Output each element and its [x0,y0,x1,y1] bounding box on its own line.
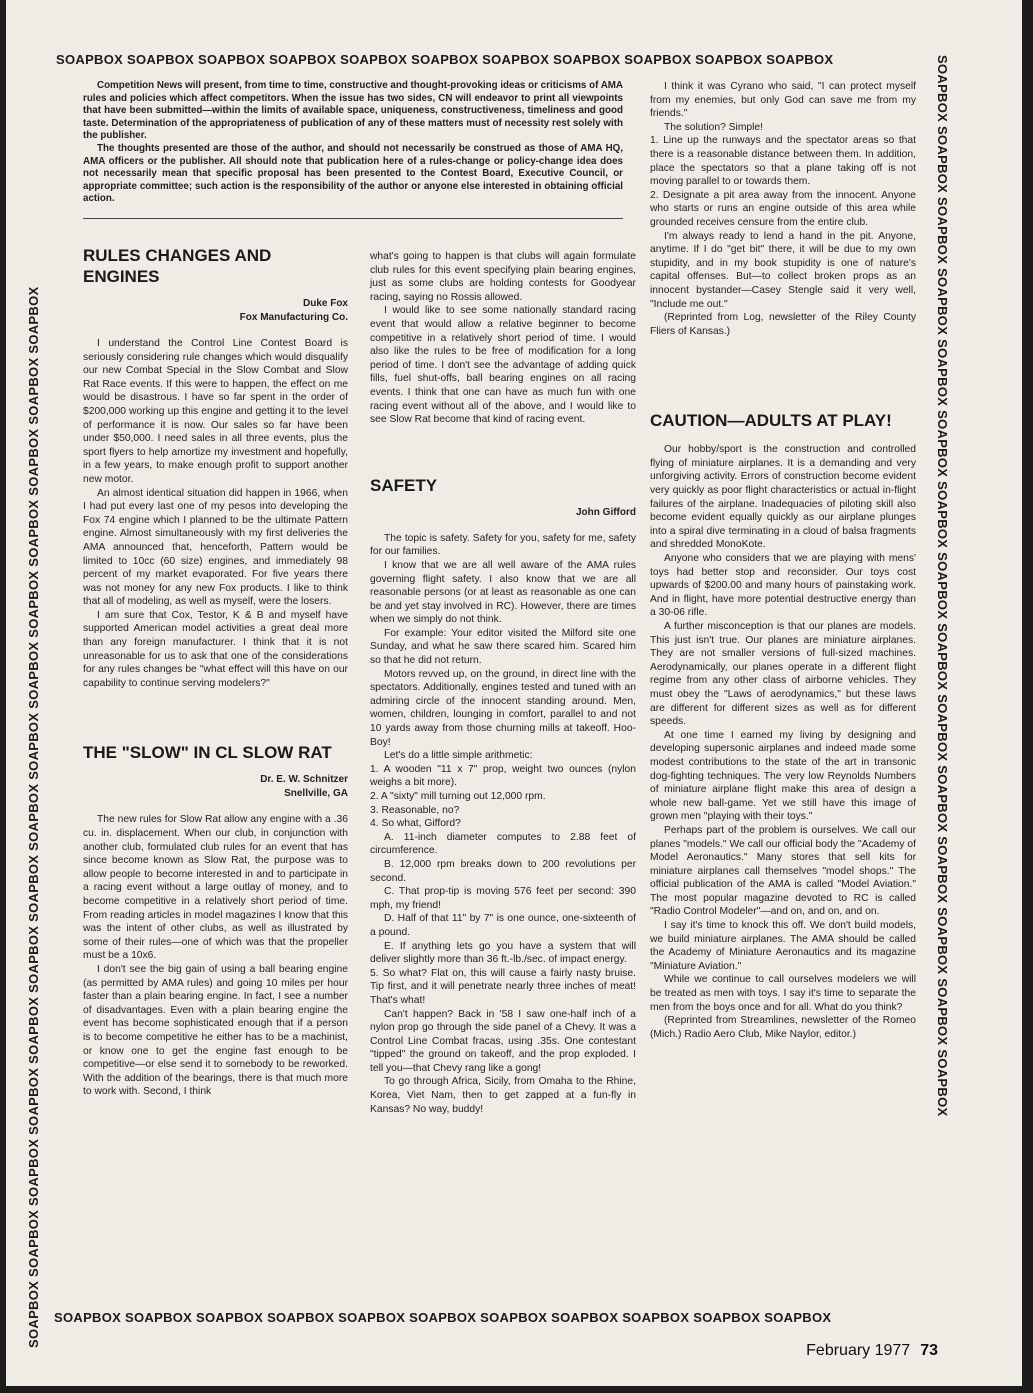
article-credit: (Reprinted from Streamlines, newsletter of the Romeo (Mich.) Radio Aero Club, Mike Naylor, editor.) [650,1015,916,1040]
soapbox-band-top: SOAPBOX SOAPBOX SOAPBOX SOAPBOX SOAPBOX SOAPBOX SOAPBOX SOAPBOX SOAPBOX SOAPBOX SOAPBOX [56,52,834,67]
body-paragraph: Perhaps part of the problem is ourselves. We call our planes "models." We call our official body the "Academy of Model Aeronautics." Many stores that sell kits for miniature airplanes call themselves "model shops." The official publication of the AMA is called "Model Aviation." The most popular magazine devoted to RC is called "Radio Control Modeler"—and on, and on, and on. [650,824,916,918]
magazine-page [6,0,1022,1386]
page-footer [806,1342,938,1360]
body-paragraph: To go through Africa, Sicily, from Omaha to the Rhine, Korea, Viet Nam, then to get zapped at a fun-fly in Kansas? No way, buddy! [370,1076,636,1115]
body-paragraph: I think it was Cyrano who said, "I can protect myself from my enemies, but only God can save me from my friends." [650,81,916,120]
body-paragraph: I understand the Control Line Contest Board is seriously considering rule changes which would disqualify our new Combat Special in the Slow Combat and Slow Rat Race events. If this were to happen, the effect on me would be disastrous. I have so far spent in the order of $200,000 working up this engine and getting it to the level of performance it is now. Our sales so far have been under $50,000. I need sales in all three events, plus the sport flyers to help amortize my investment and hopefully, in a few years, to make enough profit to support another new motor. [83,338,348,485]
list-item: 1. A wooden "11 x 7" prop, weight two ounces (nylon weighs a bit more). [370,763,636,789]
body-paragraph: Can't happen? Back in '58 I saw one-half inch of a nylon prop go through the side panel of a Chevy. It was a Control Line Combat fracas, using .35s. One contestant "tipped" the ground on takeoff, and the prop exploded. I tell you—that Chevy rang like a gong! [370,1008,636,1074]
arithmetic-list [370,763,636,831]
editorial-intro [83,80,623,206]
list-item: 5. So what? Flat on, this will cause a fairly nasty bruise. Tip first, and it will penetrate nearly three inches of meat! That's what! [370,967,636,1006]
body-paragraph: I'm always ready to lend a hand in the pit. Anyone, anytime. If I do "get bit" there, it will be due to my own stupidity, and in my book stupidity is one of nature's capital offenses. But—to collect broken props as an innocent bystander—Casey Stengle said it very well, "Include me out." [650,230,916,310]
body-paragraph: A further misconception is that our planes are models. This just isn't true. Our planes are miniature airplanes. They are not smaller versions of full-sized machines. Aerodynamically, our planes operate in a different flight regime from any other class of airborne vehicles. They must obey the "Laws of aerodynamics," but these laws are different for different sizes as well as for different speeds. [650,621,916,728]
list-item: 4. So what, Gifford? [370,818,461,830]
intro-divider [83,218,623,219]
body-paragraph: The solution? Simple! [664,121,764,133]
body-paragraph: Let's do a little simple arithmetic: [384,750,533,762]
list-item: 2. Designate a pit area away from the innocent. Anyone who starts or runs an engine outside of this area while grounded receives censure from the entire club. [650,189,916,228]
article-author: Dr. E. W. Schnitzer [260,774,348,786]
list-item: C. That prop-tip is moving 576 feet per second: 390 mph, my friend! [370,886,636,911]
body-paragraph: While we continue to call ourselves modelers we will be treated as men with toys. I say it's time to separate the men from the boys once and for all. What do you think? [650,974,916,1013]
article-affiliation: Fox Manufacturing Co. [239,312,348,323]
column-3 [650,80,916,1041]
body-paragraph: Our hobby/sport is the construction and controlled flying of miniature airplanes. It is a demanding and very unforgiving activity. Errors of construction become evident very quickly as poor flight characteristics or actual in-flight failures of the airplane. Inadequacies of piloting skill also become evident equally quickly as our airplane plunges into a spiral dive terminating in a cloud of balsa fragments and shredded MonoKote. [650,444,916,551]
article-author: Duke Fox [302,298,348,309]
article-title-slow-rat: THE "SLOW" IN CL SLOW RAT [83,743,332,763]
column-1 [83,245,348,1099]
article-title-caution: CAUTION—ADULTS AT PLAY! [650,411,892,431]
list-item: 1. Line up the runways and the spectator areas so that there is a reasonable distance between them. In addition, place the spectators so that a plane taking off is not moving parallel to or towards them. [650,135,916,188]
article-credit: (Reprinted from Log, newsletter of the Riley County Fliers of Kansas.) [650,312,916,337]
list-item: E. If anything lets go you have a system that will deliver slightly more than 36 ft.-lb./sec. of impact energy. [370,940,636,966]
list-item: 2. A "sixty" mill turning out 12,000 rpm. [370,791,546,802]
list-item: D. Half of that 11" by 7" is one ounce, one-sixteenth of a pound. [370,913,636,938]
article-title-safety: SAFETY [370,475,438,495]
list-item: A. 11-inch diameter computes to 2.88 feet of circumference. [370,831,636,857]
column-2 [370,250,636,1116]
body-paragraph: The new rules for Slow Rat allow any engine with a .36 cu. in. displacement. When our club, in conjunction with another club, formulated club rules for an event that has since become known as Slow Rat, the purpose was to allow people to become interested in and to participate in a racing event without a large outlay of money, and to become competitive in a relatively short period of time. From reading articles in model magazines I know that this was the intent of other clubs, as well as illustrated by some of their rules—one of which was that the propeller must be a 10x6. [83,814,348,962]
list-item: 3. Reasonable, no? [370,804,460,816]
soapbox-band-bottom: SOAPBOX SOAPBOX SOAPBOX SOAPBOX SOAPBOX SOAPBOX SOAPBOX SOAPBOX SOAPBOX SOAPBOX SOAPBOX [54,1310,832,1325]
body-paragraph: I am sure that Cox, Testor, K & B and myself have supported American model activities a great deal more than any foreign manufacturer. I think that it is not unreasonable for us to ask that one of the considerations for any rules changes be "what effect will this have on our capability to continue serving modelers?" [83,609,348,689]
body-paragraph: For example: Your editor visited the Milford site one Sunday, and what he saw there scared him. Scared him so that he did not return. [370,627,636,667]
body-paragraph: I don't see the big gain of using a ball bearing engine (as permitted by AMA rules) and going 10 miles per hour faster than a plain bearing engine. In fact, I see a number of disadvantages. Even with a plain bearing engine the event has become sophisticated enough that if a person is to become competitive he either has to be a machinist, or know one to get the engine fast enough to be competitive—or else send it to somebody to be reworked. With the addition of the bearings, there is that much more to work with. Second, I think [83,963,348,1098]
body-paragraph: At one time I earned my living by designing and developing supersonic airplanes and indeed made some modest contributions to the state of the art in transonic dog-fighting techniques. The very low Reynolds Numbers of miniature airplane flight make this area of design a whole new ball-game. Yet we still have this image of grown men "playing with their toys." [650,729,916,823]
body-paragraph: I say it's time to knock this off. We don't build models, we build miniature airplanes. The AMA should be called the Academy of Miniature Aeronautics and its magazine "Miniature Aviation." [650,920,916,972]
body-paragraph: I know that we are all well aware of the AMA rules governing flight safety. I also know that we are all reasonable persons (or at least as reasonable as one can be and yet stay involved in RC). However, there are times when we simply do not think. [370,559,636,626]
article-author: John Gifford [576,506,636,518]
article-title-rules: RULES CHANGES AND ENGINES [83,246,272,286]
article-location: Snellville, GA [284,788,348,800]
intro-paragraph: Competition News will present, from time to time, constructive and thought-provoking ideas or criticisms of AMA rules and policies which affect competitors. When the issue has two sides, CN will endeavor to print all viewpoints that have been submitted—within the limits of available space, uniqueness, constructiveness, timeliness and good taste. Determination of the appropriateness of publication of any of these matters must of necessity rest solely with the publisher. [83,80,624,142]
body-paragraph: what's going to happen is that clubs will again formulate club rules for this event specifying plain bearing engines, just as some clubs are holding contests for Goodyear racing, saying no Rossis allowed. [370,251,636,303]
body-paragraph: The topic is safety. Safety for you, safety for me, safety for our families. [370,532,636,558]
intro-paragraph: The thoughts presented are those of the author, and should not necessarily be construed as those of AMA HQ, AMA officers or the publisher. All should note that publication here of a rules-change or policy-change idea does not necessarily mean that specific proposal has been presented to the Contest Board, Executive Council, or appropriate committee; such action is the responsibility of the author or anyone else interested in obtaining official action. [83,142,623,205]
body-paragraph: I would like to see some nationally standard racing event that would allow a relative beginner to become competitive in a relatively short period of time. I would also like the rules to be free of modification for a long period of time. I don't see the advantage of adding quick fills, fuel shut-offs, ball bearing engines on all racing events. I think that one can have as much fun with one racing event without all of the above, and I would like to see Slow Rat become that kind of racing event. [370,305,636,426]
body-paragraph: An almost identical situation did happen in 1966, when I had put every last one of my pesos into developing the Fox 74 engine which I planned to be the ultimate Pattern engine. Almost simultaneously with my first deliveries the AMA announced that, henceforth, Pattern would be limited to 10cc (60 size) engines, and immediately 98 percent of my market evaporated. For five years there was not money for any new Fox products. I like to think that all of modeling, as well as myself, were the losers. [83,487,348,608]
page-number: 73 [920,1342,938,1359]
list-item: B. 12,000 rpm breaks down to 200 revolutions per second. [370,858,636,884]
issue-date: February 1977 [806,1342,911,1359]
soapbox-band-left: SOAPBOX SOAPBOX SOAPBOX SOAPBOX SOAPBOX SOAPBOX SOAPBOX SOAPBOX SOAPBOX SOAPBOX SOAPBOX SOAPBOX SOAPBOX SOAPBOX SOAPBOX [26,286,41,1348]
body-paragraph: Anyone who considers that we are playing with mens' toys had better stop and reconsider. Our toys cost upwards of $200.00 and many hours of painstaking work. And in flight, have more potential destructive energy than a 30-06 rifle. [650,553,916,619]
body-paragraph: Motors revved up, on the ground, in direct line with the spectators. Additionally, engines tested and tuned with an admiring circle of the innocent standing around. Men, women, children, lounging in comfort, parallel to and not 10 yards away from those churning mills at takeoff. Hoo-Boy! [370,668,636,748]
soapbox-band-right: SOAPBOX SOAPBOX SOAPBOX SOAPBOX SOAPBOX SOAPBOX SOAPBOX SOAPBOX SOAPBOX SOAPBOX SOAPBOX SOAPBOX SOAPBOX SOAPBOX SOAPBOX [935,55,950,1117]
